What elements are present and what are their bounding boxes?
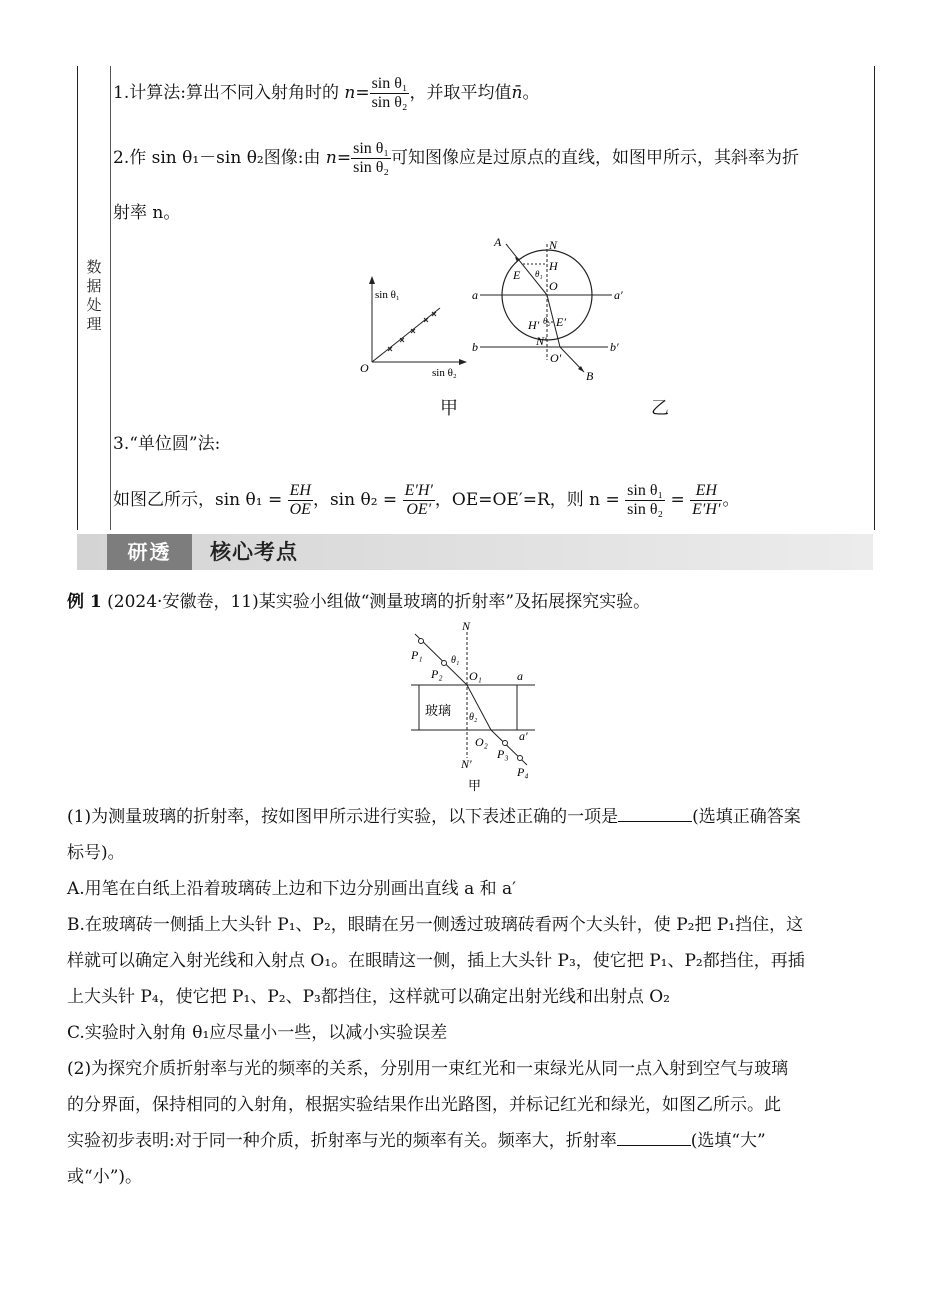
method-item-3-title: 3.“单位圆”法:: [113, 434, 221, 454]
label-B: B: [586, 369, 594, 383]
pin-P1: [419, 639, 424, 644]
side-char: 处: [86, 296, 102, 314]
method-item-1: 1.计算法:算出不同入射角时的 n= $\frac{\text{sin θ₁}}{\text{sin θ₂}}$ ，并取平均值n̄。: [113, 75, 540, 111]
section-tag: 研透: [107, 534, 192, 570]
box-side-label: [83, 258, 105, 334]
graph-jia: [360, 276, 467, 379]
refracted-ray: [467, 685, 491, 730]
label-N-prime: N′: [536, 334, 547, 348]
caption-yi: 乙: [651, 398, 669, 419]
section-title: 核心考点: [210, 540, 298, 564]
y-axis-label: sin θ₁: [375, 289, 400, 301]
answer-blank[interactable]: [618, 801, 692, 822]
fit-line: [372, 308, 440, 362]
side-char: 据: [86, 277, 102, 295]
option-b: B.在玻璃砖一侧插上大头针 P₁、P₂，眼睛在另一侧透过玻璃砖看两个大头针，使 P₂把 P₁挡住，这: [67, 915, 804, 935]
label-a-prime: a′: [519, 729, 528, 743]
box-divider: [110, 66, 111, 530]
figure-caption: 甲: [468, 779, 482, 794]
method-item-2-cont: 射率 n。: [113, 203, 181, 223]
fraction: $\frac{EH}{OE}$: [289, 482, 311, 518]
label-H-prime: H′: [528, 318, 540, 332]
pin-P4: [518, 756, 523, 761]
label-P3: P₃: [497, 747, 509, 761]
label-theta1: θ₁: [535, 269, 543, 279]
label-b-prime: b′: [610, 340, 619, 354]
question-2-cont: 实验初步表明:对于同一种介质，折射率与光的频率有关。频率大，折射率 (选填“大”: [67, 1123, 887, 1159]
pin-P3: [503, 741, 508, 746]
option-b-cont: 样就可以确定入射光线和入射点 O₁。在眼睛这一侧，插上大头针 P₃，使它把 P₁、P₂都挡住，再插: [67, 951, 805, 971]
fraction: $\frac{\text{sin θ₁}}{\text{sin θ₂}}$: [627, 482, 664, 518]
question-1-cont: 标号)。: [67, 843, 125, 863]
label-A: A: [494, 235, 502, 249]
label-P4: P₄: [517, 765, 529, 779]
label-glass: 玻璃: [425, 704, 452, 719]
label-P2: P₂: [431, 667, 443, 681]
method-item-3: 如图乙所示，sin θ₁ = $\frac{EH}{OE}$ ，sin θ₂ = $\frac{E'H'}{OE'}$ ，OE=OE′=R，则 n = $\frac{\text{sin θ₁}}{\text{sin θ₂}}$ = $\frac{EH}{E'H'}$ 。: [113, 482, 740, 518]
option-b-cont: 上大头针 P₄，使它把 P₁、P₂、P₃都挡住，这样就可以确定出射光线和出射点 O₂: [67, 987, 670, 1007]
fraction: $\frac{\text{sin θ₁}}{\text{sin θ₂}}$: [353, 140, 390, 176]
caption-jia: 甲: [440, 398, 458, 419]
example-heading: 例 1 (2024·安徽卷，11)某实验小组做“测量玻璃的折射率”及拓展探究实验。: [67, 592, 651, 612]
option-a: A.用笔在白纸上沿着玻璃砖上边和下边分别画出直线 a 和 a′: [67, 879, 517, 899]
label-O-prime: O′: [550, 351, 562, 365]
y-axis-arrow: [369, 276, 375, 284]
label-H: H: [549, 259, 558, 273]
label-P1: P₁: [411, 648, 423, 662]
label-a-prime: a′: [614, 288, 623, 302]
answer-blank[interactable]: [617, 1125, 691, 1146]
side-char: 理: [86, 315, 102, 333]
pin-P2: [442, 661, 447, 666]
origin-label: O: [360, 361, 369, 375]
fraction: $\frac{EH}{E'H'}$: [692, 482, 721, 518]
method-item-2: 2.作 sin θ₁－sin θ₂图像:由 n= $\frac{\text{sin θ₁}}{\text{sin θ₂}}$ 可知图像应是过原点的直线，如图甲所示，其斜率为折: [113, 140, 800, 176]
label-b: b: [472, 340, 478, 354]
label-O1: O₁: [469, 669, 482, 683]
label-N: N: [549, 238, 558, 252]
fraction: $\frac{\text{sin θ₁}}{\text{sin θ₂}}$: [371, 75, 408, 111]
figure-yi: [466, 232, 636, 384]
label-a: a: [472, 288, 478, 302]
figure-example-jia: [405, 618, 555, 796]
label-N-prime: N′: [461, 757, 472, 771]
question-2-cont: 的分界面，保持相同的入射角，根据实验结果作出光路图，并标记红光和绿光，如图乙所示。此: [67, 1095, 781, 1115]
label-N: N: [462, 619, 471, 633]
label-theta2: θ₂: [543, 316, 551, 326]
fraction: $\frac{E'H'}{OE'}$: [404, 482, 433, 518]
question-2: (2)为探究介质折射率与光的频率的关系，分别用一束红光和一束绿光从同一点入射到空气与玻璃: [67, 1059, 789, 1079]
x-axis-label: sin θ₂: [432, 367, 457, 379]
data-points: [388, 312, 436, 351]
label-O: O: [549, 279, 558, 293]
label-O2: O₂: [475, 735, 488, 749]
question-1: (1)为测量玻璃的折射率，按如图甲所示进行实验，以下表述正确的一项是 (选填正确答案: [67, 799, 887, 835]
label-theta2: θ₂: [469, 712, 478, 723]
label-theta1: θ₁: [451, 655, 460, 666]
side-char: 数: [86, 258, 102, 276]
option-c: C.实验时入射角 θ₁应尽量小一些，以减小实验误差: [67, 1023, 448, 1043]
question-2-cont: 或“小”)。: [67, 1167, 143, 1187]
section-bar: [77, 534, 873, 570]
label-E: E: [513, 268, 521, 282]
label-E-prime: E′: [556, 315, 566, 329]
label-a: a: [517, 669, 523, 683]
